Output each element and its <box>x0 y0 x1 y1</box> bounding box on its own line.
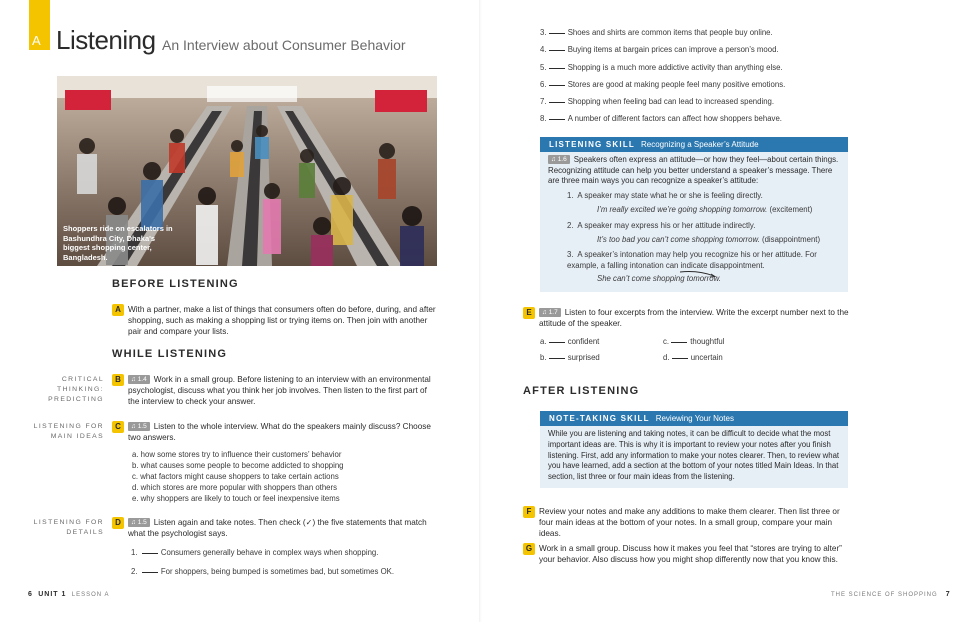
activity-badge-f: F <box>523 506 535 518</box>
answer-blank[interactable] <box>142 572 158 573</box>
skill-point-2: 2. A speaker may express his or her attitude indirectly. <box>567 221 756 230</box>
side-label-details: LISTENING FOR DETAILS <box>33 519 104 536</box>
activity-f-text: Review your notes and make any additions to make them clearer. Then list three or four main ideas at the bottom of your notes. In a small group, compare your main ideas. <box>539 507 840 538</box>
activity-c <box>128 421 438 443</box>
activity-badge-a: A <box>112 304 124 316</box>
answer-blank[interactable] <box>549 102 565 103</box>
skill-point-1: 1. A speaker may state what he or she is feeling directly. <box>567 191 763 200</box>
before-listening-heading: BEFORE LISTENING <box>112 278 239 290</box>
footer-right: THE SCIENCE OF SHOPPING 7 <box>831 591 951 598</box>
list-item[interactable]: e. why shoppers are likely to touch or feel inexpensive items <box>132 494 340 503</box>
activity-b <box>128 374 438 407</box>
list-item[interactable]: b. what causes some people to become addicted to shopping <box>132 461 344 470</box>
activity-badge-g: G <box>523 543 535 555</box>
lesson-letter: A <box>32 33 41 48</box>
answer-blank[interactable] <box>549 50 565 51</box>
activity-badge-e: E <box>523 307 535 319</box>
answer-blank[interactable] <box>549 33 565 34</box>
activity-c-text: Listen to the whole interview. What do the speakers mainly discuss? Choose two answers. <box>128 422 431 442</box>
audio-track-icon[interactable]: ♫ 1.5 <box>128 518 150 527</box>
skill-point-3: 3. A speaker’s intonation may help you recognize his or her attitude. For example, a falling intonation can indicate disappointment. <box>567 250 817 270</box>
after-listening-heading: AFTER LISTENING <box>523 385 640 397</box>
lesson-title: Listening <box>56 25 156 55</box>
statement-row: 8. A number of different factors can affect how shoppers behave. <box>540 114 782 124</box>
statement-row: 6. Stores are good at making people feel many positive emotions. <box>540 79 786 89</box>
activity-e <box>539 307 849 329</box>
attitude-option: a. confident <box>540 337 600 346</box>
note-taking-skill-header: NOTE-TAKING SKILL Reviewing Your Notes <box>540 411 848 426</box>
note-taking-skill-box <box>540 411 848 488</box>
statement-row: 2. For shoppers, being bumped is sometimes bad, but sometimes OK. <box>131 567 395 576</box>
statement-row: 7. Shopping when feeling bad can lead to increased spending. <box>540 97 775 107</box>
statement-list <box>540 27 860 131</box>
answer-blank[interactable] <box>672 358 688 359</box>
audio-track-icon[interactable]: ♫ 1.5 <box>128 422 150 431</box>
answer-blank[interactable] <box>549 358 565 359</box>
statement-row: 5. Shopping is a much more addictive activity than anything else. <box>540 62 783 72</box>
activity-g-text: Work in a small group. Discuss how it makes you feel that “stores are trying to alter” your behavior. Also discuss how you might shop differently now that you know this. <box>539 544 842 564</box>
listening-skill-header: LISTENING SKILL Recognizing a Speaker’s Attitude <box>540 137 848 152</box>
activity-badge-b: B <box>112 374 124 386</box>
answer-blank[interactable] <box>549 85 565 86</box>
audio-track-icon[interactable]: ♫ 1.6 <box>548 155 570 164</box>
answer-blank[interactable] <box>671 342 687 343</box>
page-gutter <box>479 0 482 622</box>
attitude-option: c. thoughtful <box>663 337 725 346</box>
activity-c-options <box>132 449 432 504</box>
answer-blank[interactable] <box>549 68 565 69</box>
lesson-subtitle: An Interview about Consumer Behavior <box>162 37 406 53</box>
activity-badge-c: C <box>112 421 124 433</box>
answer-blank[interactable] <box>142 553 158 554</box>
statement-row: 1. Consumers generally behave in complex ways when shopping. <box>131 548 379 557</box>
side-label-main-ideas: LISTENING FOR MAIN IDEAS <box>33 423 104 440</box>
statement-row: 3. Shoes and shirts are common items that people buy online. <box>540 28 773 37</box>
activity-d-text: Listen again and take notes. Then check (✓) the five statements that match what the psychologist says. <box>128 518 427 538</box>
list-item[interactable]: a. how some stores try to influence their customers’ behavior <box>132 450 342 459</box>
list-item[interactable]: d. which stores are more popular with shoppers than others <box>132 483 337 492</box>
activity-b-text: Work in a small group. Before listening to an interview with an environmental psychologist, discuss what you think her job involves. Then listen to the first part of the interview to check your answer. <box>128 375 431 406</box>
audio-track-icon[interactable]: ♫ 1.7 <box>539 308 561 317</box>
side-label-critical-thinking: CRITICAL THINKING: PREDICTING <box>48 376 104 403</box>
listening-skill-intro: ♫ 1.6 Speakers often express an attitude—or how they feel—about certain things. Recognizing attitude can help you better understand a speaker’s message. There are three main ways you can recognize a speaker’s attitude: <box>548 155 839 185</box>
skill-example-3: She can’t come shopping tomorrow. <box>597 274 721 283</box>
skill-example-1: I’m really excited we’re going shopping tomorrow. (excitement) <box>597 205 813 214</box>
activity-a-text: With a partner, make a list of things that consumers often do before, during, and after shopping, such as making a shopping list or trying items on. Then join with another pair and compare your lists. <box>128 305 436 336</box>
note-taking-skill-body: While you are listening and taking notes, it can be difficult to decide what the most important ideas are. This is why it is important to review your notes after you finish listening. First, add any information to make your notes clearer. Then, to review what you have learned, add a section at the bottom of your notes titled Main Ideas. In that section, list three or four main ideas from the listening. <box>548 429 840 482</box>
answer-blank[interactable] <box>549 342 565 343</box>
statement-row: 4. Buying items at bargain prices can improve a person’s mood. <box>540 45 779 55</box>
attitude-option: b. surprised <box>540 353 600 362</box>
activity-badge-d: D <box>112 517 124 529</box>
audio-track-icon[interactable]: ♫ 1.4 <box>128 375 150 384</box>
photo-caption: Shoppers ride on escalators in Bashundhra City, Dhaka's biggest shopping center, Bangladesh. <box>63 224 173 262</box>
skill-example-2: It’s too bad you can’t come shopping tomorrow. (disappointment) <box>597 235 821 244</box>
falling-intonation-icon <box>678 270 718 278</box>
activity-e-text: Listen to four excerpts from the interview. Write the excerpt number next to the attitude of the speaker. <box>539 308 849 328</box>
answer-blank[interactable] <box>549 119 565 120</box>
list-item[interactable]: c. what factors might cause shoppers to take certain actions <box>132 472 339 481</box>
activity-d <box>128 517 438 539</box>
listening-skill-box <box>540 137 848 292</box>
while-listening-heading: WHILE LISTENING <box>112 348 228 360</box>
footer-left: 6 UNIT 1 LESSON A <box>28 591 110 598</box>
attitude-option: d. uncertain <box>663 353 723 362</box>
